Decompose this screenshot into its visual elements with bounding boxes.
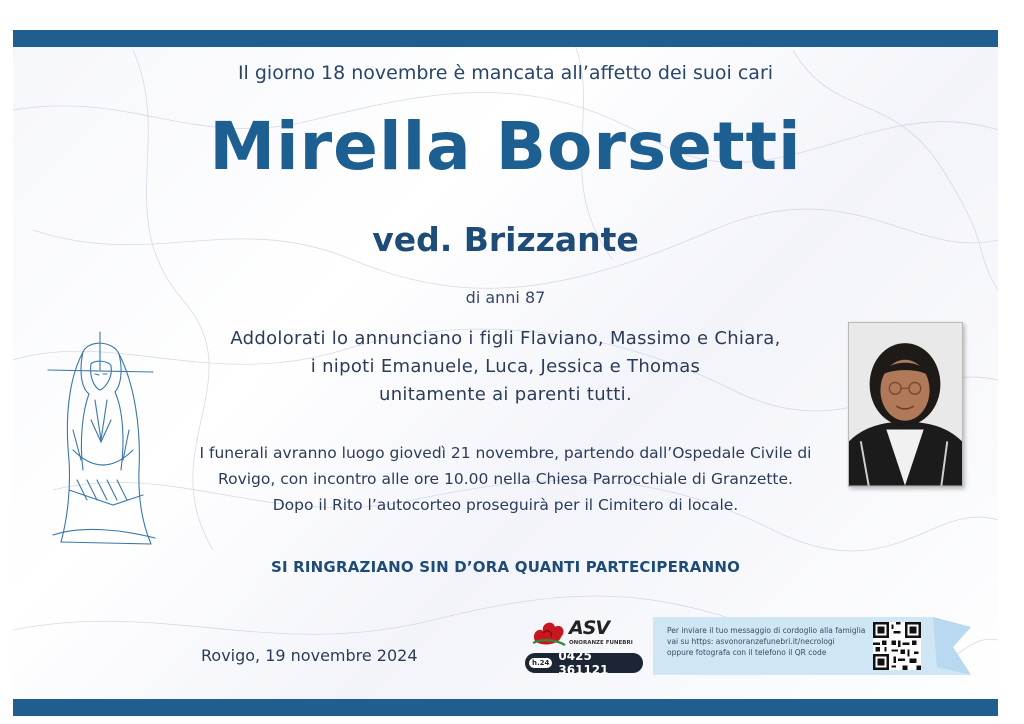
qr-code-icon[interactable]: [873, 622, 921, 670]
funeral-line: Rovigo, con incontro alle ore 10.00 nella Chiesa Parrocchiale di Granzette.: [218, 470, 793, 488]
obituary-notice: [13, 30, 998, 716]
place-date: Rovigo, 19 novembre 2024: [201, 646, 418, 665]
thanks-text: SI RINGRAZIANO SIN D’ORA QUANTI PARTECIPERANNO: [270, 558, 741, 576]
rose-icon: [529, 615, 567, 649]
madonna-sketch-icon: [43, 330, 158, 552]
logo-text: ASV: [569, 617, 610, 639]
logo-subtitle: ONORANZE FUNEBRI: [569, 640, 633, 646]
deceased-name: Mirella Borsetti: [209, 108, 802, 185]
condolence-line: oppure fotografa con il telefono il QR code: [667, 648, 827, 657]
condolence-line: vai su https: asvonoranzefunebri.it/necrologi: [667, 637, 835, 646]
funeral-line: I funerali avranno luogo giovedì 21 novembre, partendo dall’Ospedale Civile di: [199, 444, 812, 462]
intro-text: Il giorno 18 novembre è mancata all’affetto dei suoi cari: [237, 62, 774, 84]
phone-badge: h.24: [529, 658, 552, 668]
funeral-home-logo: [525, 615, 643, 675]
condolence-text: [667, 625, 867, 658]
mourners-line: Addolorati lo annunciano i figli Flaviano, Massimo e Chiara,: [230, 328, 781, 349]
widow-of-text: ved. Brizzante: [372, 220, 639, 259]
mourners-line: i nipoti Emanuele, Luca, Jessica e Thomas: [310, 356, 701, 377]
condolence-ribbon: [653, 617, 971, 675]
condolence-line: Per inviare il tuo messaggio di cordoglio alla famiglia: [667, 626, 866, 635]
deceased-photo: [848, 322, 963, 487]
phone-pill: [525, 649, 643, 677]
funeral-line: Dopo il Rito l’autocorteo proseguirà per il Cimitero di locale.: [272, 496, 739, 514]
phone-number: 0425 361121: [558, 649, 609, 677]
age-text: di anni 87: [465, 288, 546, 307]
bottom-band: [13, 699, 998, 716]
top-band: [13, 30, 998, 47]
mourners-line: unitamente ai parenti tutti.: [379, 384, 632, 405]
